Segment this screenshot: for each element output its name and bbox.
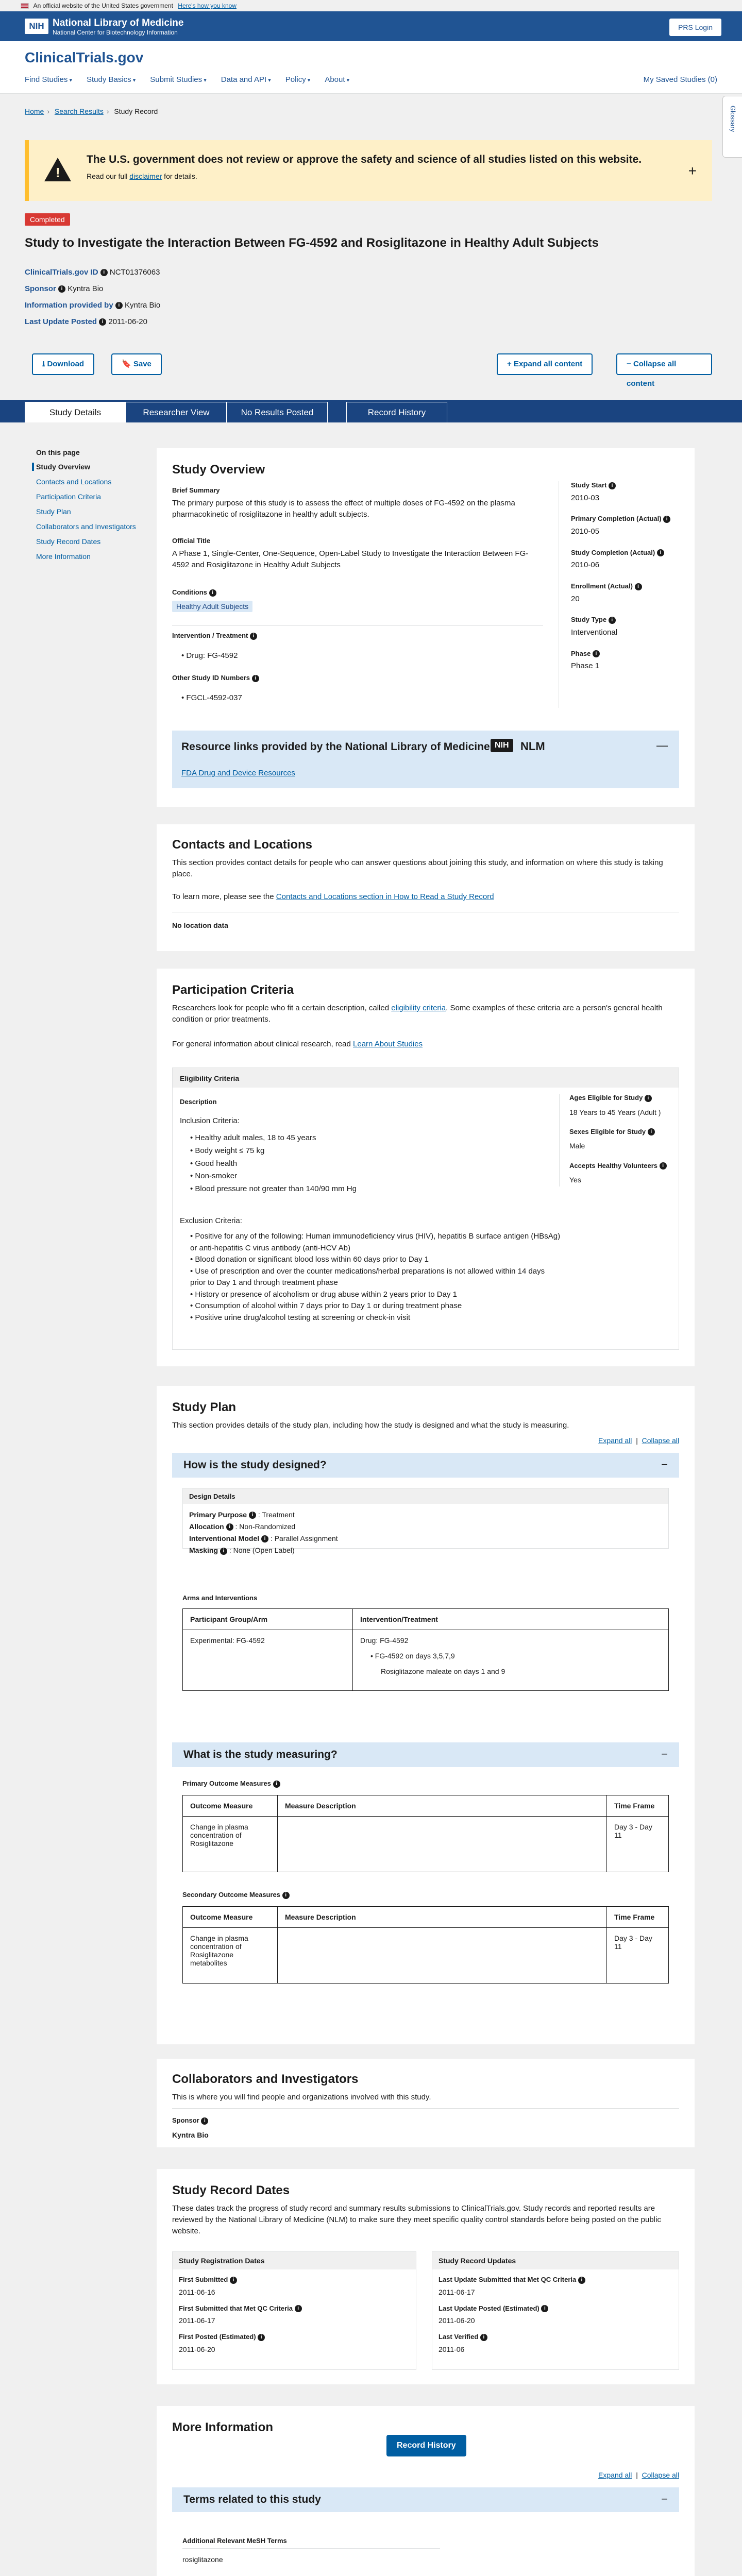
info-icon[interactable]: i (635, 583, 642, 590)
expand-alert-icon[interactable]: + (688, 163, 697, 179)
outcome-measure: Change in plasma concentration of Rosiglitazone (183, 1817, 278, 1872)
toc-more-info[interactable]: More Information (36, 552, 91, 561)
info-icon[interactable]: i (645, 1095, 652, 1102)
collapse-icon: − (661, 2493, 668, 2505)
eligibility-criteria-link[interactable]: eligibility criteria (391, 1004, 446, 1012)
outcome-time: Day 3 - Day 11 (607, 1817, 669, 1872)
disclaimer-link[interactable]: disclaimer (129, 172, 162, 180)
toc-participation[interactable]: Participation Criteria (36, 493, 102, 501)
nlm-title[interactable]: National Library of Medicine (53, 18, 184, 28)
registration-dates-box: Study Registration Dates First Submitted i 2011-06-16 First Submitted that Met QC Criteria i 2011-06-17 First Posted (Estimated) i 2011-06-20 (172, 2251, 416, 2370)
section-title: Contacts and Locations (172, 838, 313, 852)
nlm-badge: NLM (520, 740, 545, 753)
arms-label: Arms and Interventions (182, 1594, 258, 1602)
study-id-row: ClinicalTrials.gov ID i NCT01376063 (25, 268, 160, 277)
contacts-desc: This section provides contact details for people who can answer questions about joining this study, and information on where this study is taking place. (172, 858, 663, 878)
nav-find-studies[interactable]: Find Studies ▾ (25, 75, 72, 84)
download-button[interactable]: ⭳ Download (32, 353, 94, 375)
arm-group: Experimental: FG-4592 (183, 1630, 353, 1691)
intervention-item: • Drug: FG-4592 (181, 651, 238, 660)
general-info: For general information about clinical research, read Learn About Studies (172, 1040, 423, 1048)
participation-section (157, 969, 695, 1366)
expand-all-link[interactable]: Expand all (598, 2471, 632, 2479)
inclusion-title: Inclusion Criteria: (180, 1116, 240, 1125)
info-icon[interactable]: i (226, 1523, 233, 1531)
brief-summary-label: Brief Summary (172, 486, 220, 494)
resource-links-box (172, 731, 679, 788)
expand-all-content-button[interactable]: + Expand all content (497, 353, 593, 375)
section-title: More Information (172, 2420, 273, 2434)
info-icon[interactable]: i (252, 675, 259, 682)
us-flag-icon (21, 3, 29, 9)
design-box (182, 1488, 669, 1555)
learn-about-studies-link[interactable]: Learn About Studies (353, 1040, 423, 1048)
record-updates-title: Study Record Updates (432, 2252, 679, 2269)
info-icon[interactable]: i (261, 1535, 268, 1543)
exclusion-title: Exclusion Criteria: (180, 1216, 242, 1225)
measure-accordion[interactable]: What is the study measuring? − (172, 1742, 679, 1767)
inclusion-item: • Good health (190, 1159, 238, 1168)
primary-outcomes-label: Primary Outcome Measures i (182, 1780, 280, 1788)
record-updates-box: Study Record Updates Last Update Submitted that Met QC Criteria i 2011-06-17 Last Update Posted (Estimated) i 2011-06-20 Last Verified i 2011-06 (432, 2251, 679, 2370)
info-icon[interactable]: i (578, 2277, 585, 2284)
gov-banner (0, 0, 742, 11)
secondary-outcomes-label: Secondary Outcome Measures i (182, 1891, 290, 1899)
expand-all-link[interactable]: Expand all (598, 1436, 632, 1445)
collaborators-section (157, 2059, 695, 2147)
info-icon[interactable]: i (220, 1548, 227, 1555)
on-this-page-nav (36, 448, 136, 567)
tab-study-details[interactable]: Study Details (25, 402, 126, 422)
info-icon[interactable]: i (58, 285, 65, 293)
ncbi-subtitle: National Center for Biotechnology Information (53, 29, 178, 36)
eligibility-box (172, 1067, 679, 1350)
primary-outcomes-table: Outcome Measure Measure Description Time Frame Change in plasma concentration of Rosiglitazone Day 3 - Day 11 (182, 1795, 669, 1872)
section-title: Participation Criteria (172, 983, 294, 997)
save-icon: 🔖 (122, 360, 131, 368)
nav-study-basics[interactable]: Study Basics ▾ (87, 75, 136, 84)
how-you-know-link[interactable]: Here's how you know (178, 2, 237, 9)
info-icon[interactable]: i (258, 2334, 265, 2341)
nih-logo[interactable]: NIH (25, 19, 48, 34)
toc-contacts[interactable]: Contacts and Locations (36, 478, 112, 486)
info-icon[interactable]: i (593, 650, 600, 657)
site-logo[interactable]: ClinicalTrials.gov (25, 49, 144, 65)
info-icon[interactable]: i (648, 1128, 655, 1136)
info-icon[interactable]: i (273, 1781, 280, 1788)
tab-researcher-view[interactable]: Researcher View (126, 402, 227, 422)
breadcrumb: Home › Search Results › Study Record (25, 107, 158, 115)
design-accordion[interactable]: How is the study designed? − (172, 1453, 679, 1478)
alert-heading: The U.S. government does not review or approve the safety and science of all studies listed on this website. (87, 154, 642, 165)
exclusion-item: • Positive for any of the following: Human immunodeficiency virus (HIV), hepatitis B surface antigen (HBsAg) or anti-hepatitis C virus antibody (anti-HCV Ab) (190, 1232, 561, 1252)
toc-study-overview[interactable]: Study Overview (32, 463, 136, 471)
eligibility-side: Ages Eligible for Study i 18 Years to 45 Years (Adult ) Sexes Eligible for Study i Male Accepts Healthy Volunteers i Yes (569, 1094, 672, 1185)
arms-table: Participant Group/Arm Intervention/Treatment Experimental: FG-4592 Drug: FG-4592 • FG-4592 on days 3,5,7,9 Rosiglitazone maleate on days 1 and 9 (182, 1608, 669, 1691)
glossary-tab[interactable] (722, 96, 742, 158)
breadcrumb-search-results[interactable]: Search Results (54, 107, 104, 115)
info-icon[interactable]: i (480, 2334, 487, 2341)
section-title: Study Record Dates (172, 2183, 290, 2197)
inclusion-item: • Blood pressure not greater than 140/90 mm Hg (190, 1184, 357, 1193)
info-icon[interactable]: i (663, 516, 670, 523)
intervention-label: Intervention / Treatment i (172, 632, 257, 640)
outcome-desc (278, 1928, 607, 1984)
divider (172, 2108, 679, 2109)
info-icon[interactable]: i (99, 318, 106, 326)
inclusion-list (190, 1132, 541, 1196)
description-label: Description (180, 1098, 217, 1106)
save-button[interactable]: 🔖 Save (111, 353, 162, 375)
exclusion-item: • Use of prescription and over the counter medications/herbal preparations is not allowed within 14 days prior to Day 1 and through treatment phase (190, 1266, 545, 1287)
info-provided-row: Information provided by i Kyntra Bio (25, 301, 161, 310)
resource-links-title: Resource links provided by the National Library of Medicine (181, 741, 490, 753)
collapse-all-link[interactable]: Collapse all (642, 2471, 679, 2479)
toc-collaborators[interactable]: Collaborators and Investigators (36, 522, 136, 531)
collapse-all-link[interactable]: Collapse all (642, 1436, 679, 1445)
main-nav (25, 75, 349, 84)
nih-badge: NIH (491, 739, 513, 752)
exclusion-item: • Consumption of alcohol within 7 days prior to Day 1 or during treatment phase (190, 1301, 462, 1310)
site-header (0, 41, 742, 94)
exclusion-list (190, 1231, 561, 1324)
eligibility-box-header (173, 1068, 679, 1088)
design-details: Primary Purpose i : Treatment Allocation i : Non-Randomized Interventional Model i : Parallel Assignment Masking i : None (Open Label) (189, 1511, 338, 1555)
action-bar (25, 353, 712, 388)
section-title: Collaborators and Investigators (172, 2072, 359, 2086)
toc-record-dates[interactable]: Study Record Dates (36, 537, 101, 546)
info-icon[interactable]: i (541, 2305, 548, 2312)
inclusion-item: • Healthy adult males, 18 to 45 years (190, 1133, 316, 1142)
plan-desc: This section provides details of the study plan, including how the study is designed and what the study is measuring. (172, 1421, 569, 1430)
breadcrumb-home[interactable]: Home (25, 107, 44, 115)
nav-about[interactable]: About ▾ (325, 75, 349, 84)
tab-no-results[interactable]: No Results Posted (227, 402, 328, 422)
study-plan-section (157, 1386, 695, 2044)
collapse-icon[interactable]: — (656, 739, 668, 752)
info-icon[interactable]: i (660, 1162, 667, 1170)
no-location-text: No location data (172, 921, 228, 929)
mesh-label: Additional Relevant MeSH Terms (182, 2537, 287, 2545)
exclusion-item: • Positive urine drug/alcohol testing at screening or check-in visit (190, 1313, 411, 1322)
eligibility-title: Eligibility Criteria (180, 1074, 240, 1082)
other-id-item: • FGCL-4592-037 (181, 693, 242, 702)
design-box-title: Design Details (189, 1493, 235, 1500)
prs-login-button[interactable]: PRS Login (669, 19, 721, 36)
info-icon[interactable]: i (100, 269, 108, 276)
nlm-header (0, 11, 742, 41)
toc-study-plan[interactable]: Study Plan (36, 507, 71, 516)
divider (172, 625, 543, 626)
section-title: Study Overview (172, 463, 265, 477)
last-update-row: Last Update Posted i 2011-06-20 (25, 317, 147, 326)
nav-policy[interactable]: Policy ▾ (285, 75, 311, 84)
overview-side: Study Start i 2010-03 Primary Completion (Actual) i 2010-05 Study Completion (Actual) i 2010-06 Enrollment (Actual) i 20 Study Type i Interventional Phase i Phase 1 (571, 481, 670, 683)
conditions-label: Conditions i (172, 588, 216, 597)
study-tabs (0, 400, 742, 422)
exclusion-item: • Blood donation or significant blood loss within 60 days prior to Day 1 (190, 1255, 429, 1264)
sponsor-label: Sponsor i (172, 2116, 208, 2125)
info-icon[interactable]: i (609, 617, 616, 624)
official-title: A Phase 1, Single-Center, One-Sequence, Open-Label Study to Investigate the Interaction Between FG-4592 and Rosiglitazone in Healthy Adult Subjects (172, 549, 529, 569)
sponsor-row: Sponsor i Kyntra Bio (25, 284, 104, 293)
more-info-section (157, 2406, 695, 2576)
participation-desc: Researchers look for people who fit a certain description, called eligibility criteria. Some examples of these criteria are a person's general health condition or prior treatments. (172, 1004, 663, 1024)
contacts-section (157, 824, 695, 951)
secondary-outcomes-table: Outcome Measure Measure Description Time Frame Change in plasma concentration of Rosiglitazone metabolites Day 3 - Day 11 (182, 1906, 669, 1984)
breadcrumb-current: Study Record (114, 107, 158, 115)
my-saved-studies-link[interactable]: My Saved Studies (0) (643, 75, 717, 84)
info-icon[interactable]: i (209, 589, 216, 597)
arm-intervention: Drug: FG-4592 • FG-4592 on days 3,5,7,9 Rosiglitazone maleate on days 1 and 9 (353, 1630, 669, 1691)
info-icon[interactable]: i (609, 482, 616, 489)
exclusion-item: • History or presence of alcoholism or drug abuse within 2 years prior to Day 1 (190, 1290, 457, 1299)
disclaimer-alert (25, 140, 712, 201)
section-title: Study Plan (172, 1400, 237, 1414)
dates-desc: These dates track the progress of study record and summary results submissions to ClinicalTrials.gov. Study records and reported results are reviewed by the National Library of Medicine (NLM) to make sure they meet specific quality control standards before being posted on the public website. (172, 2204, 661, 2235)
record-dates-section (157, 2169, 695, 2384)
condition-tag[interactable]: Healthy Adult Subjects (172, 601, 252, 612)
how-to-read-link[interactable]: Contacts and Locations section in How to Read a Study Record (276, 892, 494, 901)
outcome-desc (278, 1817, 607, 1872)
nav-submit-studies[interactable]: Submit Studies ▾ (150, 75, 206, 84)
terms-accordion[interactable]: Terms related to this study − (172, 2487, 679, 2512)
collapse-all-content-button[interactable]: − Collapse all content (616, 353, 712, 375)
info-icon[interactable]: i (249, 1512, 256, 1519)
design-box-header (183, 1488, 668, 1504)
record-history-button[interactable]: Record History (386, 2435, 466, 2456)
official-title-label: Official Title (172, 537, 211, 545)
fda-resources-link[interactable]: FDA Drug and Device Resources (181, 769, 295, 777)
download-icon: ⭳ (42, 360, 45, 368)
info-icon[interactable]: i (115, 302, 123, 309)
mesh-term: rosiglitazone (182, 2555, 223, 2564)
warning-icon: ! (44, 158, 71, 181)
nav-data-api[interactable]: Data and API ▾ (221, 75, 271, 84)
registration-dates-title: Study Registration Dates (173, 2252, 416, 2269)
sponsor-name: Kyntra Bio (172, 2131, 209, 2139)
info-icon[interactable]: i (201, 2117, 208, 2125)
info-icon[interactable]: i (230, 2277, 237, 2284)
contacts-learn: To learn more, please see the Contacts and Locations section in How to Read a Study Record (172, 892, 494, 901)
glossary-label: Glossary (729, 106, 737, 132)
alert-text: Read our full disclaimer for details. (87, 172, 197, 180)
info-icon[interactable]: i (657, 549, 664, 556)
inclusion-item: • Non-smoker (190, 1172, 238, 1181)
toc-title: On this page (36, 448, 80, 456)
gov-banner-text: An official website of the United States government (33, 2, 173, 9)
inclusion-item: • Body weight ≤ 75 kg (190, 1146, 265, 1155)
collapse-icon: − (661, 1748, 668, 1760)
divider (559, 1094, 560, 1187)
plan-expand-controls: Expand all | Collapse all (598, 1436, 679, 1445)
study-title: Study to Investigate the Interaction Between FG-4592 and Rosiglitazone in Healthy Adult Subjects (25, 236, 599, 250)
collab-desc: This is where you will find people and organizations involved with this study. (172, 2093, 431, 2102)
brief-summary: The primary purpose of this study is to assess the effect of multiple doses of FG-4592 on the plasma pharmacokinetic of rosiglitazone in healthy adult subjects. (172, 499, 515, 519)
divider (182, 2548, 440, 2549)
tab-record-history[interactable]: Record History (346, 402, 447, 422)
info-icon[interactable]: i (250, 633, 257, 640)
more-expand-controls: Expand all | Collapse all (598, 2471, 679, 2479)
other-ids-label: Other Study ID Numbers i (172, 674, 259, 682)
info-icon[interactable]: i (282, 1892, 290, 1899)
collapse-icon: − (661, 1458, 668, 1471)
status-badge: Completed (25, 213, 70, 226)
info-icon[interactable]: i (295, 2305, 302, 2312)
outcome-time: Day 3 - Day 11 (607, 1928, 669, 1984)
outcome-measure: Change in plasma concentration of Rosiglitazone metabolites (183, 1928, 278, 1984)
